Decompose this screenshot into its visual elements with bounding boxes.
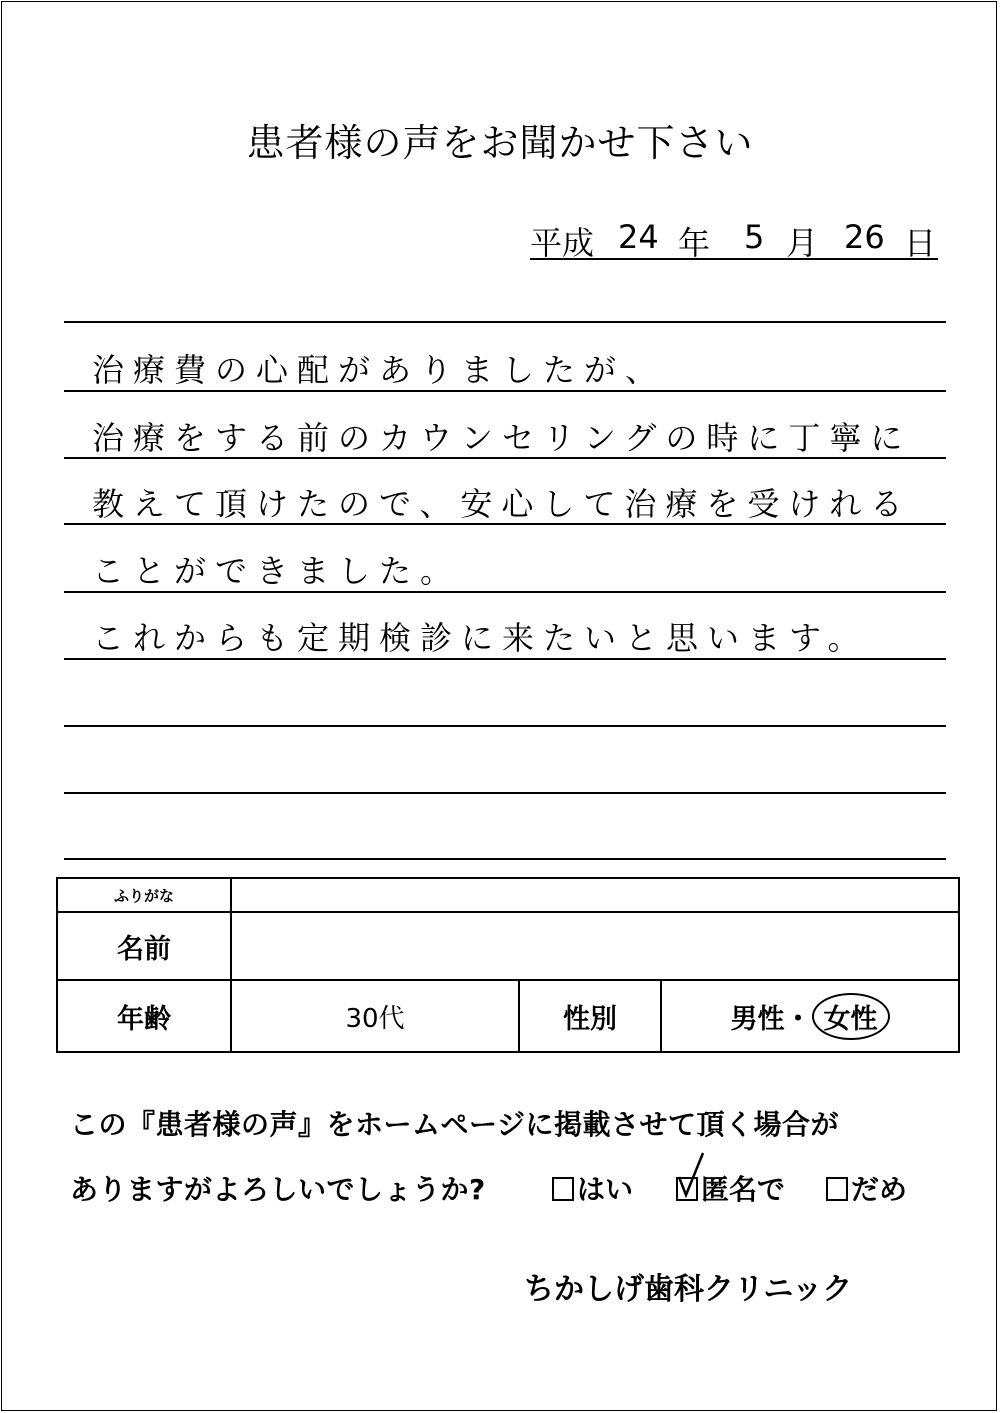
clinic-name: ちかしげ歯科クリニック (524, 1272, 853, 1307)
option-yes-label: はい (577, 1173, 634, 1206)
furigana-field[interactable] (231, 878, 959, 912)
date-month: 5 (744, 218, 765, 256)
comment-line: これからも定期検診に来たいと思います。 (92, 619, 869, 657)
date-line (530, 214, 938, 260)
checkbox-anonymous[interactable] (676, 1177, 698, 1201)
consent-question-line2: ありますがよろしいでしょうか? (70, 1173, 486, 1206)
gender-female-circled[interactable]: 女性 (812, 993, 890, 1040)
date-era: 平成 (530, 224, 595, 262)
name-field[interactable] (231, 912, 959, 980)
date-day-unit: 日 (904, 224, 937, 262)
option-anonymous[interactable] (676, 1168, 785, 1208)
page-title: 患者様の声をお聞かせ下さい (246, 121, 754, 165)
checkbox-no[interactable] (826, 1177, 848, 1201)
option-anonymous-label: 匿名で (701, 1173, 786, 1206)
ruled-line (64, 858, 946, 860)
check-mark-icon (676, 1151, 706, 1201)
comment-line: 教えて頂けたので、安心して治療を受けれる (92, 485, 912, 523)
date-year: 24 (618, 218, 659, 256)
patient-info-table (56, 877, 960, 1053)
comment-line: ことができました。 (92, 552, 462, 590)
date-month-unit: 月 (786, 224, 819, 262)
date-day: 26 (844, 218, 885, 256)
checkbox-yes[interactable] (552, 1177, 574, 1201)
option-no-label: だめ (851, 1173, 908, 1206)
age-label: 年齢 (57, 980, 231, 1052)
gender-male[interactable]: 男性 (730, 1003, 785, 1035)
comment-line: 治療費の心配がありましたが、 (92, 351, 667, 389)
consent-question-line1: この『患者様の声』をホームページに掲載させて頂く場合が (70, 1108, 839, 1141)
age-value[interactable]: 30代 (231, 980, 519, 1052)
ruled-line (64, 792, 946, 794)
name-label: 名前 (57, 912, 231, 980)
ruled-line (64, 321, 946, 323)
option-no[interactable] (826, 1168, 907, 1208)
date-year-unit: 年 (678, 224, 711, 262)
gender-options[interactable] (661, 980, 959, 1052)
gender-label: 性別 (519, 980, 661, 1052)
furigana-label: ふりがな (57, 878, 231, 912)
ruled-line (64, 725, 946, 727)
option-yes[interactable] (552, 1168, 633, 1208)
comment-line: 治療をする前のカウンセリングの時に丁寧に (92, 419, 912, 457)
gender-separator: ・ (784, 1003, 812, 1035)
